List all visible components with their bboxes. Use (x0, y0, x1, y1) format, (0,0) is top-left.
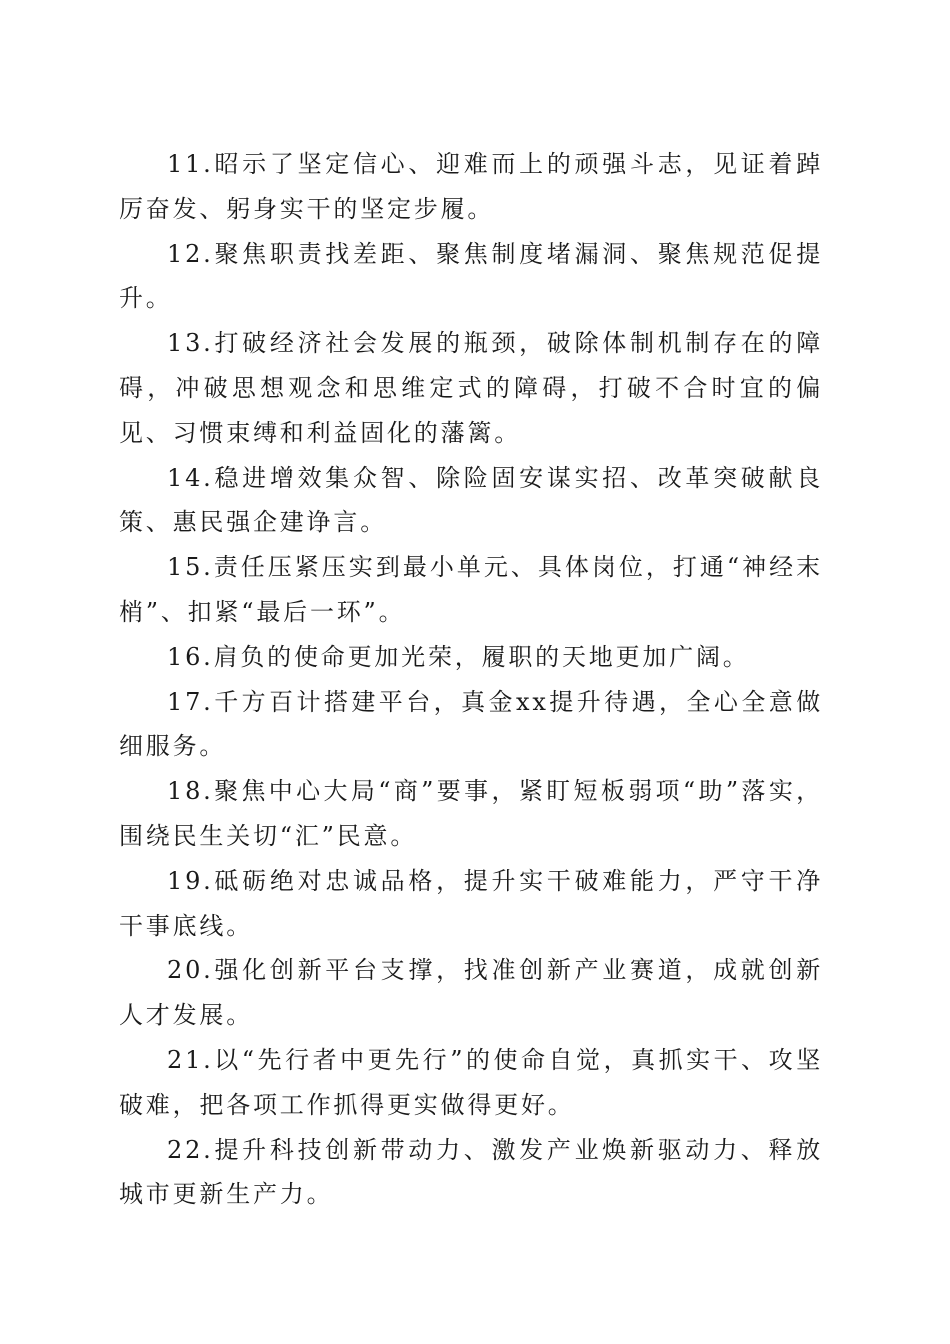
paragraph-18: 18.聚焦中心大局“商”要事，紧盯短板弱项“助”落实，围绕民生关切“汇”民意。 (119, 777, 823, 850)
paragraph-16: 16.肩负的使命更加光荣，履职的天地更加广阔。 (167, 642, 750, 671)
paragraph-11: 11.昭示了坚定信心、迎难而上的顽强斗志，见证着踔厉奋发、躬身实干的坚定步履。 (119, 150, 823, 223)
paragraph-14: 14.稳进增效集众智、除险固安谋实招、改革突破献良策、惠民强企建诤言。 (119, 463, 823, 537)
paragraph-21: 21.以“先行者中更先行”的使命自觉，真抓实干、攻坚破难，把各项工作抓得更实做得更好。 (119, 1045, 823, 1119)
paragraph-12: 12.聚焦职责找差距、聚焦制度堵漏洞、聚焦规范促提升。 (119, 239, 823, 313)
document-body (119, 142, 823, 1217)
paragraph-20: 20.强化创新平台支撑，找准创新产业赛道，成就创新人才发展。 (119, 956, 823, 1030)
paragraph-17: 17.千方百计搭建平台，真金xx提升待遇，全心全意做细服务。 (119, 687, 823, 761)
paragraph-22: 22.提升科技创新带动力、激发产业焕新驱动力、释放城市更新生产力。 (119, 1135, 823, 1209)
paragraph-19: 19.砥砺绝对忠诚品格，提升实干破难能力，严守干净干事底线。 (119, 866, 823, 940)
paragraph-13: 13.打破经济社会发展的瓶颈，破除体制机制存在的障碍，冲破思想观念和思维定式的障碍，打破不合时宜的偏见、习惯束缚和利益固化的藩篱。 (119, 329, 823, 447)
paragraph-15: 15.责任压紧压实到最小单元、具体岗位，打通“神经末梢”、扣紧“最后一环”。 (119, 553, 823, 626)
